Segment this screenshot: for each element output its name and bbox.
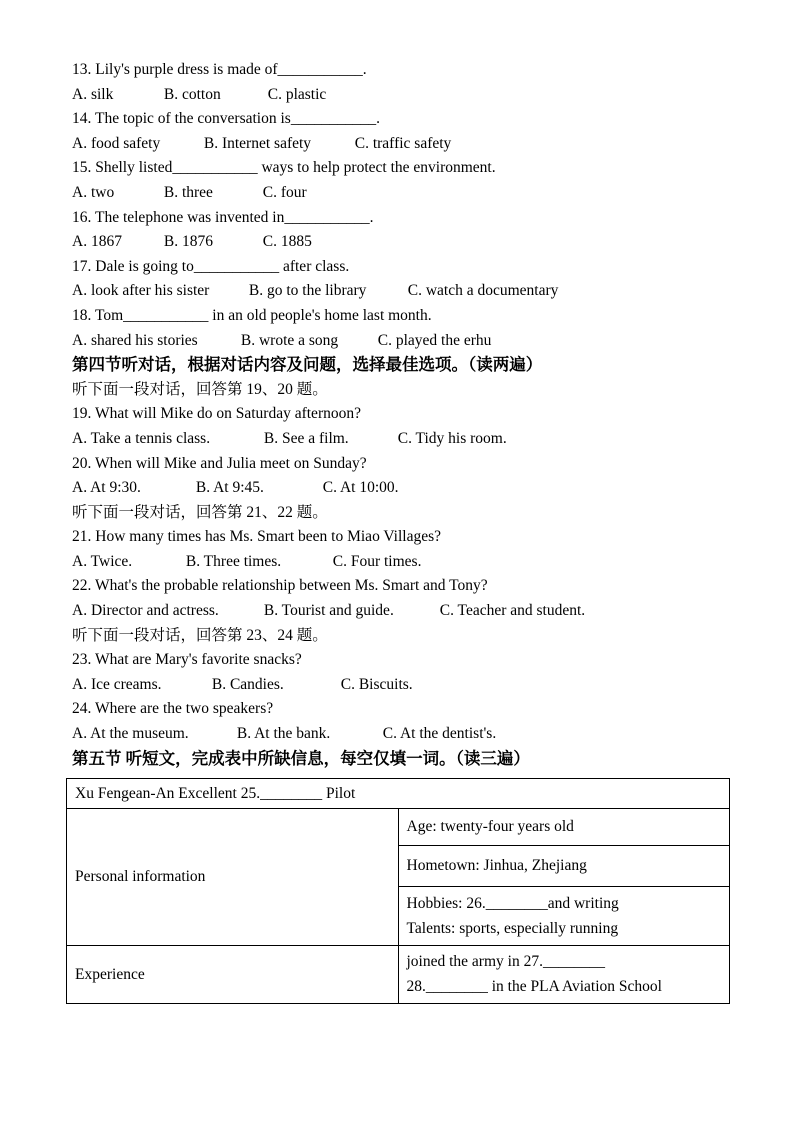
question-14-stem: 14. The topic of the conversation is___________. <box>72 110 380 128</box>
question-21-stem: 21. How many times has Ms. Smart been to Miao Villages? <box>72 528 442 546</box>
question-15-option-c: C. four <box>262 183 307 201</box>
question-22-option-b: B. Tourist and guide. <box>263 602 394 620</box>
question-16-option-c: C. 1885 <box>262 233 312 251</box>
section-five-heading: 第五节 听短文，完成表中所缺信息，每空仅填一词。（读三遍） <box>72 748 530 768</box>
experience-line-2: 28.________ in the PLA Aviation School <box>406 977 662 995</box>
instruction-dialogue-21-22: 听下面一段对话，回答第 21、22 题。 <box>72 503 328 521</box>
question-14-option-a: A. food safety <box>72 134 161 152</box>
question-14-option-c: C. traffic safety <box>354 134 452 152</box>
question-21-option-a: A. Twice. <box>72 552 133 570</box>
question-18-option-b: B. wrote a song <box>240 331 339 349</box>
question-13-stem: 13. Lily's purple dress is made of___________. <box>72 61 367 78</box>
question-18-stem: 18. Tom___________ in an old people's home last month. <box>72 306 432 324</box>
question-23-stem: 23. What are Mary's favorite snacks? <box>72 651 302 669</box>
experience-line-1: joined the army in 27.________ <box>406 953 605 971</box>
table-title-row <box>67 779 730 809</box>
question-20-options <box>72 476 743 501</box>
question-21-options <box>72 550 743 575</box>
experience-label: Experience <box>67 946 399 1004</box>
question-16-option-b: B. 1876 <box>163 233 213 251</box>
section-four-heading: 第四节听对话，根据对话内容及问题，选择最佳选项。（读两遍） <box>72 355 543 375</box>
question-20-stem: 20. When will Mike and Julia meet on Sunday? <box>72 454 367 472</box>
question-17-option-a: A. look after his sister <box>72 282 210 300</box>
question-22-stem: 22. What's the probable relationship between Ms. Smart and Tony? <box>72 577 488 595</box>
question-16-option-a: A. 1867 <box>72 233 122 251</box>
question-19-option-a: A. Take a tennis class. <box>72 429 211 447</box>
personal-information-label: Personal information <box>67 809 399 946</box>
question-14-option-b: B. Internet safety <box>203 134 312 152</box>
table-row <box>67 809 730 846</box>
question-19-stem: 19. What will Mike do on Saturday afternoon? <box>72 405 361 423</box>
question-15-option-a: A. two <box>72 183 115 201</box>
question-21-option-c: C. Four times. <box>332 552 422 570</box>
question-24-options <box>72 722 743 747</box>
age-cell: Age: twenty-four years old <box>398 809 730 846</box>
question-19-option-b: B. See a film. <box>263 429 349 447</box>
fill-in-table <box>66 778 730 1004</box>
question-14-options <box>72 132 743 157</box>
question-24-option-b: B. At the bank. <box>236 725 331 743</box>
question-17-option-c: C. watch a documentary <box>407 282 559 300</box>
question-18-options <box>72 329 743 354</box>
question-20-option-c: C. At 10:00. <box>322 479 399 497</box>
question-20-option-a: A. At 9:30. <box>72 479 141 497</box>
question-23-option-a: A. Ice creams. <box>72 675 162 693</box>
talents-line: Talents: sports, especially running <box>406 920 619 938</box>
hobbies-talents-cell <box>398 887 730 946</box>
question-23-option-b: B. Candies. <box>211 675 284 693</box>
question-22-option-c: C. Teacher and student. <box>439 602 586 620</box>
hobbies-line: Hobbies: 26.________and writing <box>406 895 619 913</box>
question-19-options <box>72 427 743 452</box>
question-18-option-a: A. shared his stories <box>72 331 198 349</box>
question-13-option-b: B. cotton <box>163 85 221 103</box>
table-row <box>67 946 730 1004</box>
question-17-stem: 17. Dale is going to___________ after class. <box>72 257 350 275</box>
instruction-dialogue-19-20: 听下面一段对话，回答第 19、20 题。 <box>72 380 328 398</box>
question-20-option-b: B. At 9:45. <box>195 479 264 497</box>
question-13-option-a: A. silk <box>72 85 114 103</box>
question-22-option-a: A. Director and actress. <box>72 602 219 620</box>
question-18-option-c: C. played the erhu <box>377 331 492 349</box>
question-22-options <box>72 599 743 624</box>
question-23-option-c: C. Biscuits. <box>340 675 413 693</box>
experience-cell <box>398 946 730 1004</box>
table-title-cell: Xu Fengean-An Excellent 25.________ Pilot <box>67 779 730 809</box>
question-24-option-c: C. At the dentist's. <box>382 725 497 743</box>
question-13-options <box>72 83 743 108</box>
question-15-options <box>72 181 743 206</box>
question-16-stem: 16. The telephone was invented in___________. <box>72 208 374 226</box>
question-16-options <box>72 230 743 255</box>
question-24-option-a: A. At the museum. <box>72 725 189 743</box>
question-17-options <box>72 279 743 304</box>
instruction-dialogue-23-24: 听下面一段对话，回答第 23、24 题。 <box>72 626 328 644</box>
question-21-option-b: B. Three times. <box>185 552 282 570</box>
question-23-options <box>72 673 743 698</box>
question-15-option-b: B. three <box>163 183 213 201</box>
question-13-option-c: C. plastic <box>267 85 327 103</box>
hometown-cell: Hometown: Jinhua, Zhejiang <box>398 846 730 887</box>
question-17-option-b: B. go to the library <box>248 282 367 300</box>
question-19-option-c: C. Tidy his room. <box>397 429 507 447</box>
question-15-stem: 15. Shelly listed___________ ways to help protect the environment. <box>72 159 496 177</box>
question-24-stem: 24. Where are the two speakers? <box>72 700 274 718</box>
